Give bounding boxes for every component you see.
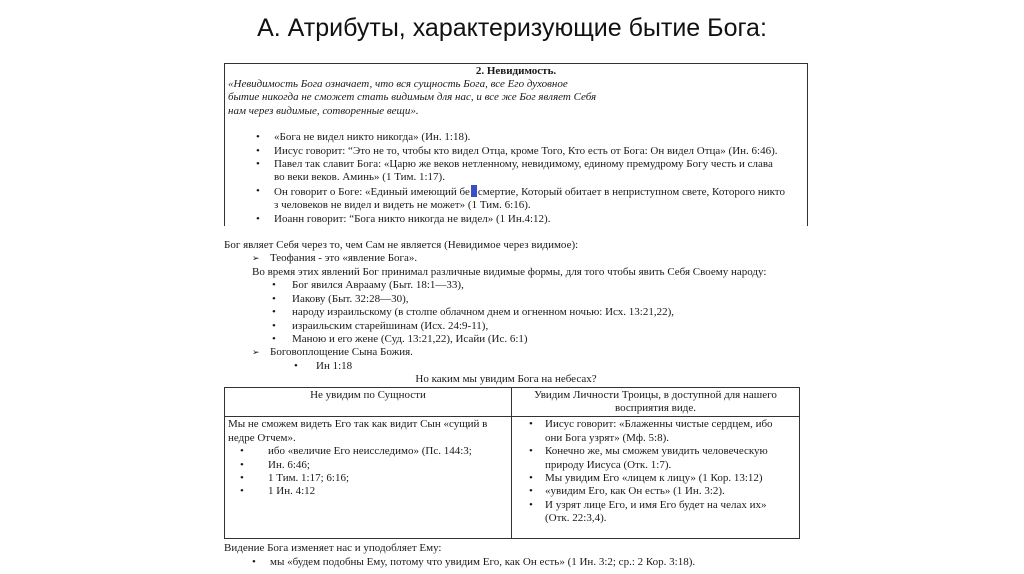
incarnation-item: ➢ Боговоплощение Сына Божия. [252, 346, 413, 359]
table-header-right: Увидим Личности Троицы, в доступной для нашего восприятия виде. [512, 387, 800, 417]
forms-line: Во время этих явлений Бог принимал различные видимые формы, для того чтобы явить Себя Своему народу: [252, 265, 767, 278]
bullet-icon: • [240, 445, 244, 458]
list-item: • Ин. 6:46; [240, 458, 310, 471]
bullet-icon: • [252, 555, 256, 568]
text-cursor [471, 185, 477, 197]
list-item: • Павел так славит Бога: «Царю же веков нетленному, невидимому, единому премудрому Богу честь и слава во веки веков. Аминь» (1 Тим. 1:17). [256, 158, 773, 184]
bullet-icon: • [529, 485, 533, 498]
bullet-icon: • [256, 131, 260, 144]
list-item: • Конечно же, мы сможем увидить человеческую природу Иисуса (Отк. 1:7). [529, 445, 768, 471]
table-header-left: Не увидим по Сущности [225, 387, 512, 417]
bullet-icon: • [240, 458, 244, 471]
list-item: • Ин 1:18 [294, 359, 353, 372]
bullet-icon: • [294, 359, 298, 372]
bullet-icon: • [529, 445, 533, 458]
list-item: • Иакову (Быт. 32:28—30), [272, 292, 409, 305]
bullet-icon: • [272, 306, 276, 319]
list-item: • израильским старейшинам (Исх. 24:9-11), [272, 319, 489, 332]
change-line: Видение Бога изменяет нас и уподобляет Ему: [224, 542, 442, 555]
table-cell-left: Мы не сможем видеть Его так как видит Сын «сущий в недре Отчем». • ибо «величие Его неисследимо» (Пс. 144:3; • Ин. 6:46; • 1 Тим. 1:17; 6:16; • 1 Ин. 4:12 [225, 417, 512, 539]
list-item: • народу израильскому (в столпе облачном днем и огненном ночью: Исх. 13:21,22), [272, 306, 675, 319]
list-item: • Иисус говорит: «Блаженны чистые сердцем, ибо они Бога узрят» (Мф. 5:8). [529, 418, 773, 444]
list-item: • И узрят лице Его, и имя Его будет на челах их» (Отк. 22:3,4). [529, 498, 767, 525]
final-list [224, 556, 808, 569]
bullet-icon: • [240, 485, 244, 498]
list-item: • Мы увидим Его «лицем к лицу» (1 Кор. 13:12) [529, 471, 763, 484]
list-item: • Иоанн говорит: “Бога никто никогда не видел» (1 Ин.4:12). [256, 212, 551, 225]
bullet-icon: • [529, 471, 533, 484]
intro-quote: «Невидимость Бога означает, что вся сущность Бога, все Его духовное бытие никогда не сможет стать видимым для нас, и все же Бог являет Себя нам через видимые, сотворенные вещи». [228, 78, 597, 117]
list-item: • мы «будем подобны Ему, потому что увидим Его, как Он есть» (1 Ин. 3:2; ср.: 2 Кор. 3:18). [252, 555, 696, 568]
document-page [224, 63, 808, 574]
bullet-icon: • [529, 498, 533, 511]
section-heading: 2. Невидимость. [224, 63, 808, 78]
comparison-table [224, 387, 800, 540]
bullet-icon: • [256, 212, 260, 225]
bullet-icon: • [272, 332, 276, 345]
bullet-icon: • [529, 418, 533, 431]
list-item: • ибо «величие Его неисследимо» (Пс. 144:3; [240, 445, 472, 458]
bullet-icon: • [272, 319, 276, 332]
incarnation-refs [224, 360, 808, 373]
list-item: • Маною и его жене (Суд. 13:21,22), Исайи (Ис. 6:1) [272, 332, 528, 345]
section-box [224, 78, 808, 226]
list-item: • Иисус говорит: “Это не то, чтобы кто видел Отца, кроме Того, Кто есть от Бога: Он видел Отца» (Ин. 6:46). [256, 144, 778, 157]
arrow-bullet-icon: ➢ [252, 253, 260, 264]
list-item: • 1 Тим. 1:17; 6:16; [240, 471, 350, 484]
slide-title: А. Атрибуты, характеризующие бытие Бога: [257, 14, 767, 42]
bullet-icon: • [256, 184, 260, 197]
bullet-icon: • [272, 292, 276, 305]
arrow-bullet-icon: ➢ [252, 347, 260, 358]
reveal-line: Бог являет Себя через то, чем Сам не является (Невидимое через видимое): [224, 239, 579, 252]
bullet-icon: • [272, 279, 276, 292]
list-item: • «увидим Его, как Он есть» (1 Ин. 3:2). [529, 485, 725, 498]
bullet-icon: • [256, 158, 260, 171]
forms-list [224, 279, 808, 346]
list-item: • «Бога не видел никто никогда» (Ин. 1:18). [256, 131, 471, 144]
bullet-icon: • [240, 471, 244, 484]
bullet-icon: • [256, 144, 260, 157]
list-item: • Бог явился Аврааму (Быт. 18:1—33), [272, 279, 464, 292]
table-cell-right [512, 417, 800, 539]
list-item: • Он говорит о Боге: «Единый имеющий бе смертие, Который обитает в неприступном свете, Которого никто з человеков не видел и видеть не может» (1 Тим. 6:16). [256, 184, 785, 212]
scripture-bullets [228, 131, 807, 226]
list-item: • 1 Ин. 4:12 [240, 485, 316, 498]
theophany-item: ➢ Теофания - это «явление Бога». [252, 252, 418, 265]
heaven-question: Но каким мы увидим Бога на небесах? [415, 373, 597, 386]
